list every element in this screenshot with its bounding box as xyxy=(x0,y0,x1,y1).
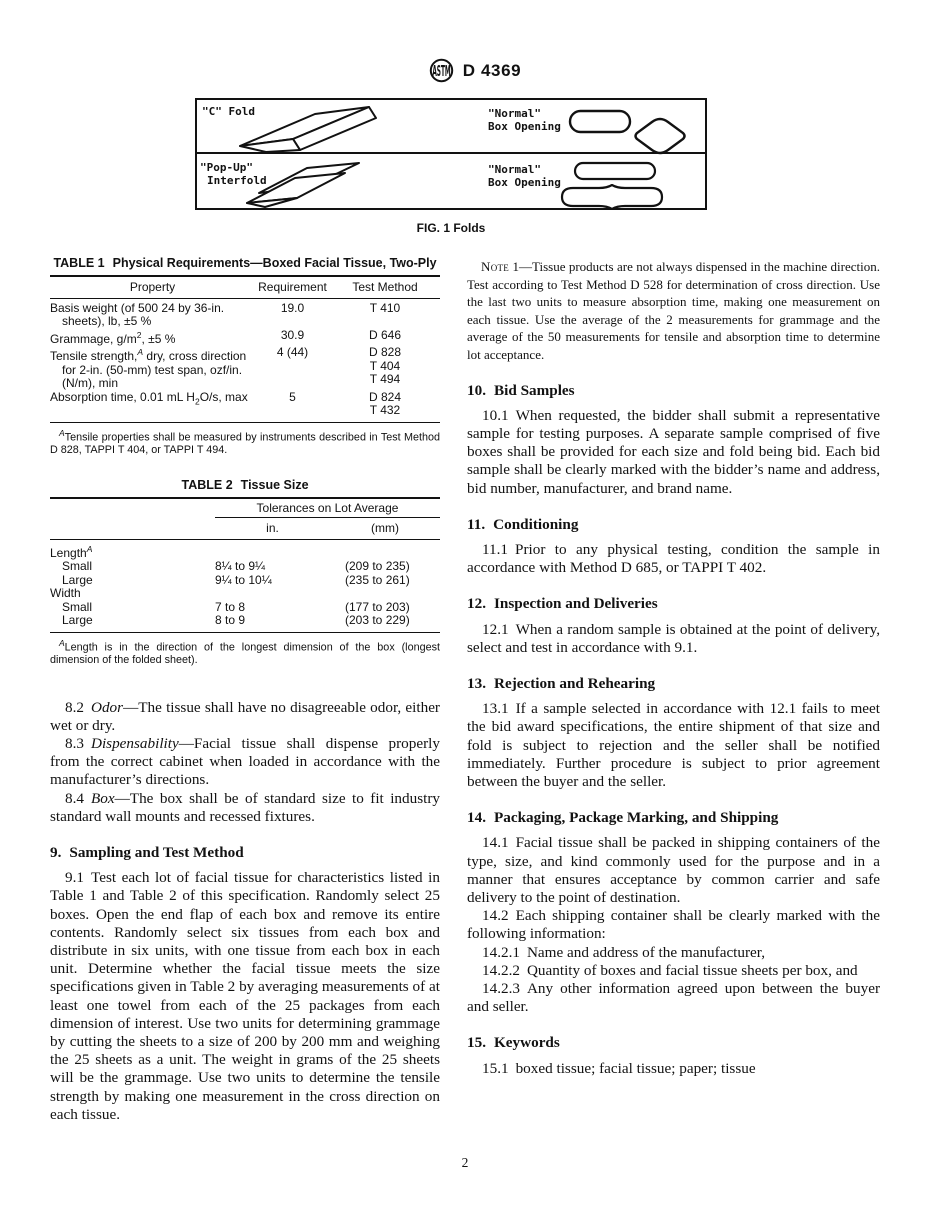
popup-label-line1: "Pop-Up" xyxy=(200,161,253,174)
para-8-3: 8.3 Dispensability—Facial tissue shall dispense properly from the correct cabinet when loaded in accordance with the manufacturer’s directions. xyxy=(50,734,440,789)
col-header-requirement: Requirement xyxy=(258,280,327,294)
diamond-opening-icon xyxy=(633,117,687,155)
popup-label-line2: Interfold xyxy=(207,174,267,187)
normal-opening-label-2a: "Normal" xyxy=(488,163,541,176)
table-row: Tensile strength,$^A$ dry, cross direction for 2-in. (50-mm) test span, ozf/in. (N/m), min 4 (44) D 828 T 404 T 494 xyxy=(50,345,402,390)
col-header-mm: (mm) xyxy=(371,521,399,535)
table2-column-headers xyxy=(50,518,440,540)
document-header xyxy=(0,58,950,83)
para-10-1: 10.1 When requested, the bidder shall submit a representative sample for testing purposes. A separate sample comprised of five boxes shall be provided for each size and fold being bid. Each bid sample shall be clearly marked with the bidder’s name and address, bid number, manufacturer, and brand name. xyxy=(467,406,880,497)
table-row: Length$^A$ xyxy=(50,543,93,560)
para-8-2: 8.2 Odor—The tissue shall have no disagreeable odor, either wet or dry. xyxy=(50,698,440,734)
table2-span-header: Tolerances on Lot Average xyxy=(215,499,440,519)
para-15-1: 15.1 boxed tissue; facial tissue; paper; tissue xyxy=(482,1059,756,1077)
oval-opening-icon xyxy=(568,109,632,134)
col-header-property: Property xyxy=(129,280,176,294)
section-10-heading: 10. Bid Samples xyxy=(467,381,575,399)
astm-logo-icon xyxy=(429,58,454,83)
para-14-2-1: 14.2.1 Name and address of the manufacturer, xyxy=(482,943,766,961)
section-9-heading: 9. Sampling and Test Method xyxy=(50,843,244,861)
para-8-4: 8.4 Box—The box shall be of standard size to fit industry standard wall mounts and recessed fixtures. xyxy=(50,789,440,825)
c-fold-label: "C" Fold xyxy=(202,105,255,118)
table-row: Width xyxy=(50,586,81,600)
svg-text:ASTM: ASTM xyxy=(432,61,451,81)
para-14-2-3: 14.2.3 Any other information agreed upon between the buyer and seller. xyxy=(467,980,880,1016)
left-column xyxy=(50,256,440,1124)
para-12-1: 12.1 When a random sample is obtained at the point of delivery, select and test in accordance with 9.1. xyxy=(467,620,880,656)
para-11-1: 11.1 Prior to any physical testing, condition the sample in accordance with Method D 685, or TAPPI T 402. xyxy=(467,540,880,577)
normal-opening-label-1b: Box Opening xyxy=(488,120,561,133)
figure-caption: FIG. 1 Folds xyxy=(416,221,486,235)
table1-footnote: $^A$Tensile properties shall be measured by instruments described in Test Method D 828, TAPPI T 404, or TAPPI T 494. xyxy=(50,427,440,457)
normal-opening-label-2b: Box Opening xyxy=(488,176,561,189)
section-14-heading: 14. Packaging, Package Marking, and Shipping xyxy=(467,809,779,827)
popup-interfold-sketch-icon xyxy=(237,162,367,210)
para-13-1: 13.1 If a sample selected in accordance with 12.1 fails to meet the bid award specifications, the entire shipment of that size and fold is subject to rejection and the seller shall be notified immediately. Further procedure is subject to prior agreement between the buyer and the seller. xyxy=(467,700,880,791)
table-row: Large 9¼ to 10¼ (235 to 261) xyxy=(62,572,410,587)
para-14-1: 14.1 Facial tissue shall be packed in shipping containers of the type, size, and kind commonly used for the purpose and in a manner that ensures acceptance by common carrier and safe delivery to the point of destination. xyxy=(467,834,880,907)
table-row: Absorption time, 0.01 mL $H_2O/s$, max 5 D 824 T 432 xyxy=(50,389,402,417)
table-row: Basis weight (of 500 24 by 36-in. sheets), lb, ±5 % 19.0 T 410 xyxy=(50,300,401,328)
figure-folds xyxy=(195,98,707,210)
col-header-in: in. xyxy=(266,521,279,535)
table-row: Small 7 to 8 (177 to 203) xyxy=(62,599,410,614)
table-row: Large 8 to 9 (203 to 229) xyxy=(62,613,410,627)
table1-column-headers xyxy=(50,277,440,299)
table-row: Grammage, $g/m^2$, ±5 % 30.9 D 646 xyxy=(50,327,402,346)
table1-title: TABLE 1 Physical Requirements—Boxed Facial Tissue, Two-Ply xyxy=(53,256,437,270)
normal-opening-label-1a: "Normal" xyxy=(488,107,541,120)
para-9-1: 9.1 Test each lot of facial tissue for characteristics listed in Table 1 and Table 2 of this specification. Randomly select 25 boxes. Open the end flap of each box and remove its entire contents. Randomly select six tissues from each box and distribute in six units, with one tissue from each box in each unit. Determine whether the facial tissue meets the size specifications given in Table 2 by averaging measurements of at least one towel from each of the 25 packages from each dimension of interest. Use two units for determining grammage by cutting the sheets to a size of 200 by 200 mm and weighing the 25 sheets as a unit. The weight in grams of the 25 sheets will be the grammage. Use two units to determine the tensile strength by making one measurement in the cross direction on each tissue. xyxy=(50,869,440,1123)
figure-row-popup-interfold xyxy=(197,156,705,210)
para-14-2: 14.2 Each shipping container shall be clearly marked with the following information: xyxy=(467,907,880,943)
note-1: Note 1—Tissue products are not always dispensed in the machine direction. Test according to Test Method D 528 for determination of cross direction. Use the last two units to measure absorption time, making one measurement on each tissue. Use the average of the 2 measurements for grammage and the average of the 50 measurements for tensile and absorption time to determine lot acceptance. xyxy=(467,259,881,362)
table1 xyxy=(50,256,440,458)
oval-opening-2-icon xyxy=(573,161,657,181)
col-header-test-method: Test Method xyxy=(352,280,418,294)
section-12-heading: 12. Inspection and Deliveries xyxy=(467,595,658,613)
table2-title: TABLE 2 Tissue Size xyxy=(181,477,309,492)
doc-number: D 4369 xyxy=(462,61,522,80)
left-text-block xyxy=(50,699,440,1124)
page-number: 2 xyxy=(461,1155,469,1170)
table2 xyxy=(50,478,440,668)
table2-footnote: $^A$Length is in the direction of the longest dimension of the box (longest dimension of the folded sheet). xyxy=(50,637,440,667)
figure-row-c-fold xyxy=(197,100,705,154)
notched-slot-opening-icon xyxy=(559,184,665,210)
c-fold-sketch-icon xyxy=(235,103,395,154)
right-column xyxy=(467,256,880,1078)
section-11-heading: 11. Conditioning xyxy=(467,515,579,533)
table-row: Small 8¼ to 9¼ (209 to 235) xyxy=(62,559,410,573)
section-15-heading: 15. Keywords xyxy=(467,1034,560,1052)
section-13-heading: 13. Rejection and Rehearing xyxy=(467,675,656,692)
para-14-2-2: 14.2.2 Quantity of boxes and facial tissue sheets per box, and xyxy=(482,961,858,979)
